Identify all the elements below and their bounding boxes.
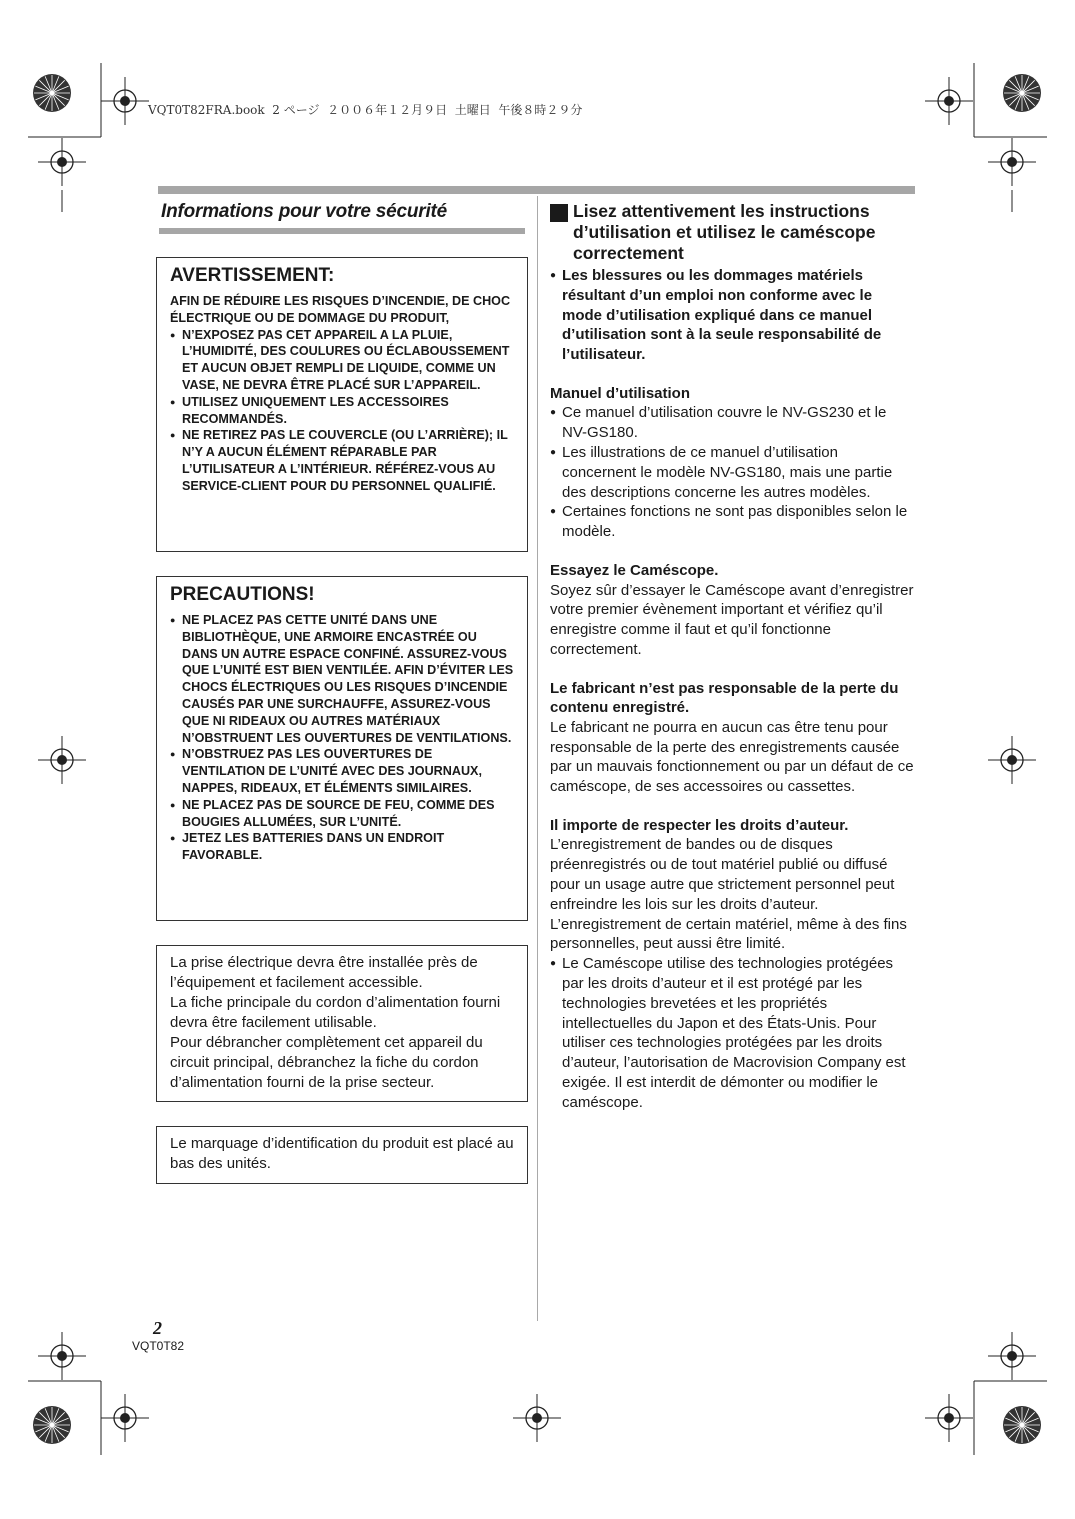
model-code: VQT0T82 [132,1339,185,1353]
precaution-item: ● N’OBSTRUEZ PAS LES OUVERTURES DE VENTILATION DE L’UNITÉ AVEC DES JOURNAUX, NAPPES, RIDEAUX, ET ÉLÉMENTS SIMILAIRES. [170,746,515,796]
registration-mark-icon [988,1332,1036,1380]
registration-mark-icon [988,138,1036,186]
manual-item: ● Ce manuel d’utilisation couvre le NV-GS230 et le NV-GS180. [550,403,915,443]
registration-mark-icon [925,1394,973,1442]
try-text: Soyez sûr d’essayer le Caméscope avant d’enregistrer votre premier évènement important et vérifiez qu’il enregistre comme il faut et qu’il fonctionne correctement. [550,581,914,658]
warning-intro: AFIN DE RÉDUIRE LES RISQUES D’INCENDIE, DE CHOC ÉLECTRIQUE OU DE DOMMAGE DU PRODUIT, [170,294,511,325]
outlet-note-line: La fiche principale du cordon d’alimentation fourni devra être facilement utilisable. [170,994,501,1031]
copyright-heading: Il importe de respecter les droits d’auteur. [550,816,849,834]
instructions-title-text: Lisez attentivement les instructions d’utilisation et utilisez le caméscope correctement [573,201,876,263]
star-target-icon [1003,1406,1041,1444]
precaution-item: ● NE PLACEZ PAS CETTE UNITÉ DANS UNE BIBLIOTHÈQUE, UNE ARMOIRE ENCASTRÉE OU DANS UN AUTRE ESPACE CONFINÉ. ASSUREZ-VOUS QUE L’UNITÉ EST BIEN VENTILÉE. AFIN D’ÉVITER LES CHOCS ÉLECTRIQUES OU LES RISQUES D’INCENDIE CAUSÉS PAR UNE SURCHAUFFE, ASSUREZ-VOUS QUE NI RIDEAUX OU AUTRES MATÉRIAUX N’OBSTRUENT LES OUVERTURES DE VENTILATIONS. [170,612,515,746]
registration-mark-icon [38,1332,86,1380]
try-heading: Essayez le Caméscope. [550,562,719,580]
registration-mark-icon [513,1394,561,1442]
top-rule [158,186,915,194]
square-bullet-icon [550,204,568,222]
star-target-icon [33,74,71,112]
liability-text: Le fabricant ne pourra en aucun cas être tenu pour responsable de la perte des enregistrements causée par un mauvais fonctionnement ou par un défaut de ce caméscope, de ses accessoires ou cassettes. [550,718,914,796]
responsibility-note: ● Les blessures ou les dommages matériels résultant d’un emploi non conforme avec le mode d’utilisation expliqué dans ce manuel d’utilisation sont à la seule responsabilité de l’utilisateur. [550,266,915,365]
precautions-heading: PRECAUTIONS! [170,584,315,605]
warning-item: ● UTILISEZ UNIQUEMENT LES ACCESSOIRES RECOMMANDÉS. [170,394,515,428]
precautions-box [156,576,528,921]
outlet-note-line: Pour débrancher complètement cet appareil du circuit principal, débranchez la fiche du cordon d’alimentation fourni de la prise secteur. [170,1034,483,1091]
registration-mark-icon [925,77,973,125]
warning-item: ● NE RETIREZ PAS LE COUVERCLE (OU L’ARRIÈRE); IL N’Y A AUCUN ÉLÉMENT RÉPARABLE PAR L’UTILISATEUR A L’INTÉRIEUR. RÉFÉREZ-VOUS AU SERVICE-CLIENT POUR DU PERSONNEL QUALIFIÉ. [170,427,515,494]
registration-mark-icon [988,736,1036,784]
manual-heading: Manuel d’utilisation [550,384,691,402]
warning-item: ● N’EXPOSEZ PAS CET APPAREIL A LA PLUIE, L’HUMIDITÉ, DES COULURES OU ÉCLABOUSSEMENT ET AUCUN OBJET REMPLI DE LIQUIDE, COMME UN VASE, NE DEVRA ÊTRE PLACÉ SUR L’APPAREIL. [170,327,515,394]
registration-mark-icon [38,736,86,784]
marking-note: Le marquage d’identification du produit est placé au bas des unités. [170,1135,514,1172]
outlet-note-box [156,945,528,1102]
precaution-item: ● JETEZ LES BATTERIES DANS UN ENDROIT FAVORABLE. [170,830,515,864]
outlet-note-line: La prise électrique devra être installée près de l’équipement et facilement accessible. [170,954,478,991]
warning-box [156,257,528,552]
star-target-icon [33,1406,71,1444]
copyright-item: ● Le Caméscope utilise des technologies protégées par les droits d’auteur et il est protégé par les technologies brevetées et les propriétés intellectuelles du Japon et des États-Unis. Pour utiliser ces technologies protégées par les droits d’auteur, l’autorisation de Macrovision Company est exigée. Il est interdit de démonter ou modifier le caméscope. [550,954,915,1112]
warning-heading: AVERTISSEMENT: [170,265,335,286]
star-target-icon [1003,74,1041,112]
page-number: 2 [153,1318,162,1338]
section-title-rule [159,228,525,234]
registration-mark-icon [101,1394,149,1442]
manual-item: ● Les illustrations de ce manuel d’utilisation concernent le modèle NV-GS180, mais une partie des descriptions concerne les autres modèles. [550,443,915,502]
section-title: Informations pour votre sécurité [161,201,448,222]
column-divider [537,196,538,1321]
marking-note-box [156,1126,528,1184]
precaution-item: ● NE PLACEZ PAS DE SOURCE DE FEU, COMME DES BOUGIES ALLUMÉES, SUR L’UNITÉ. [170,797,515,831]
print-file-info: VQT0T82FRA.book 2 ページ ２００６年１２月９日 土曜日 午後８時２９分 [148,103,583,117]
registration-mark-icon [38,138,86,186]
liability-heading: Le fabricant n’est pas responsable de la perte du contenu enregistré. [550,679,899,717]
right-column [550,201,915,1113]
instructions-title [550,201,915,264]
manual-item: ● Certaines fonctions ne sont pas disponibles selon le modèle. [550,502,915,542]
copyright-text: L’enregistrement de bandes ou de disques préenregistrés ou de tout matériel publié ou diffusé pour un usage autre que strictement personnel peut enfreindre les lois sur les droits d’auteur. L’enregistrement de certain matériel, même à des fins personnelles, peut aussi être limité. [550,836,907,953]
registration-mark-icon [101,77,149,125]
